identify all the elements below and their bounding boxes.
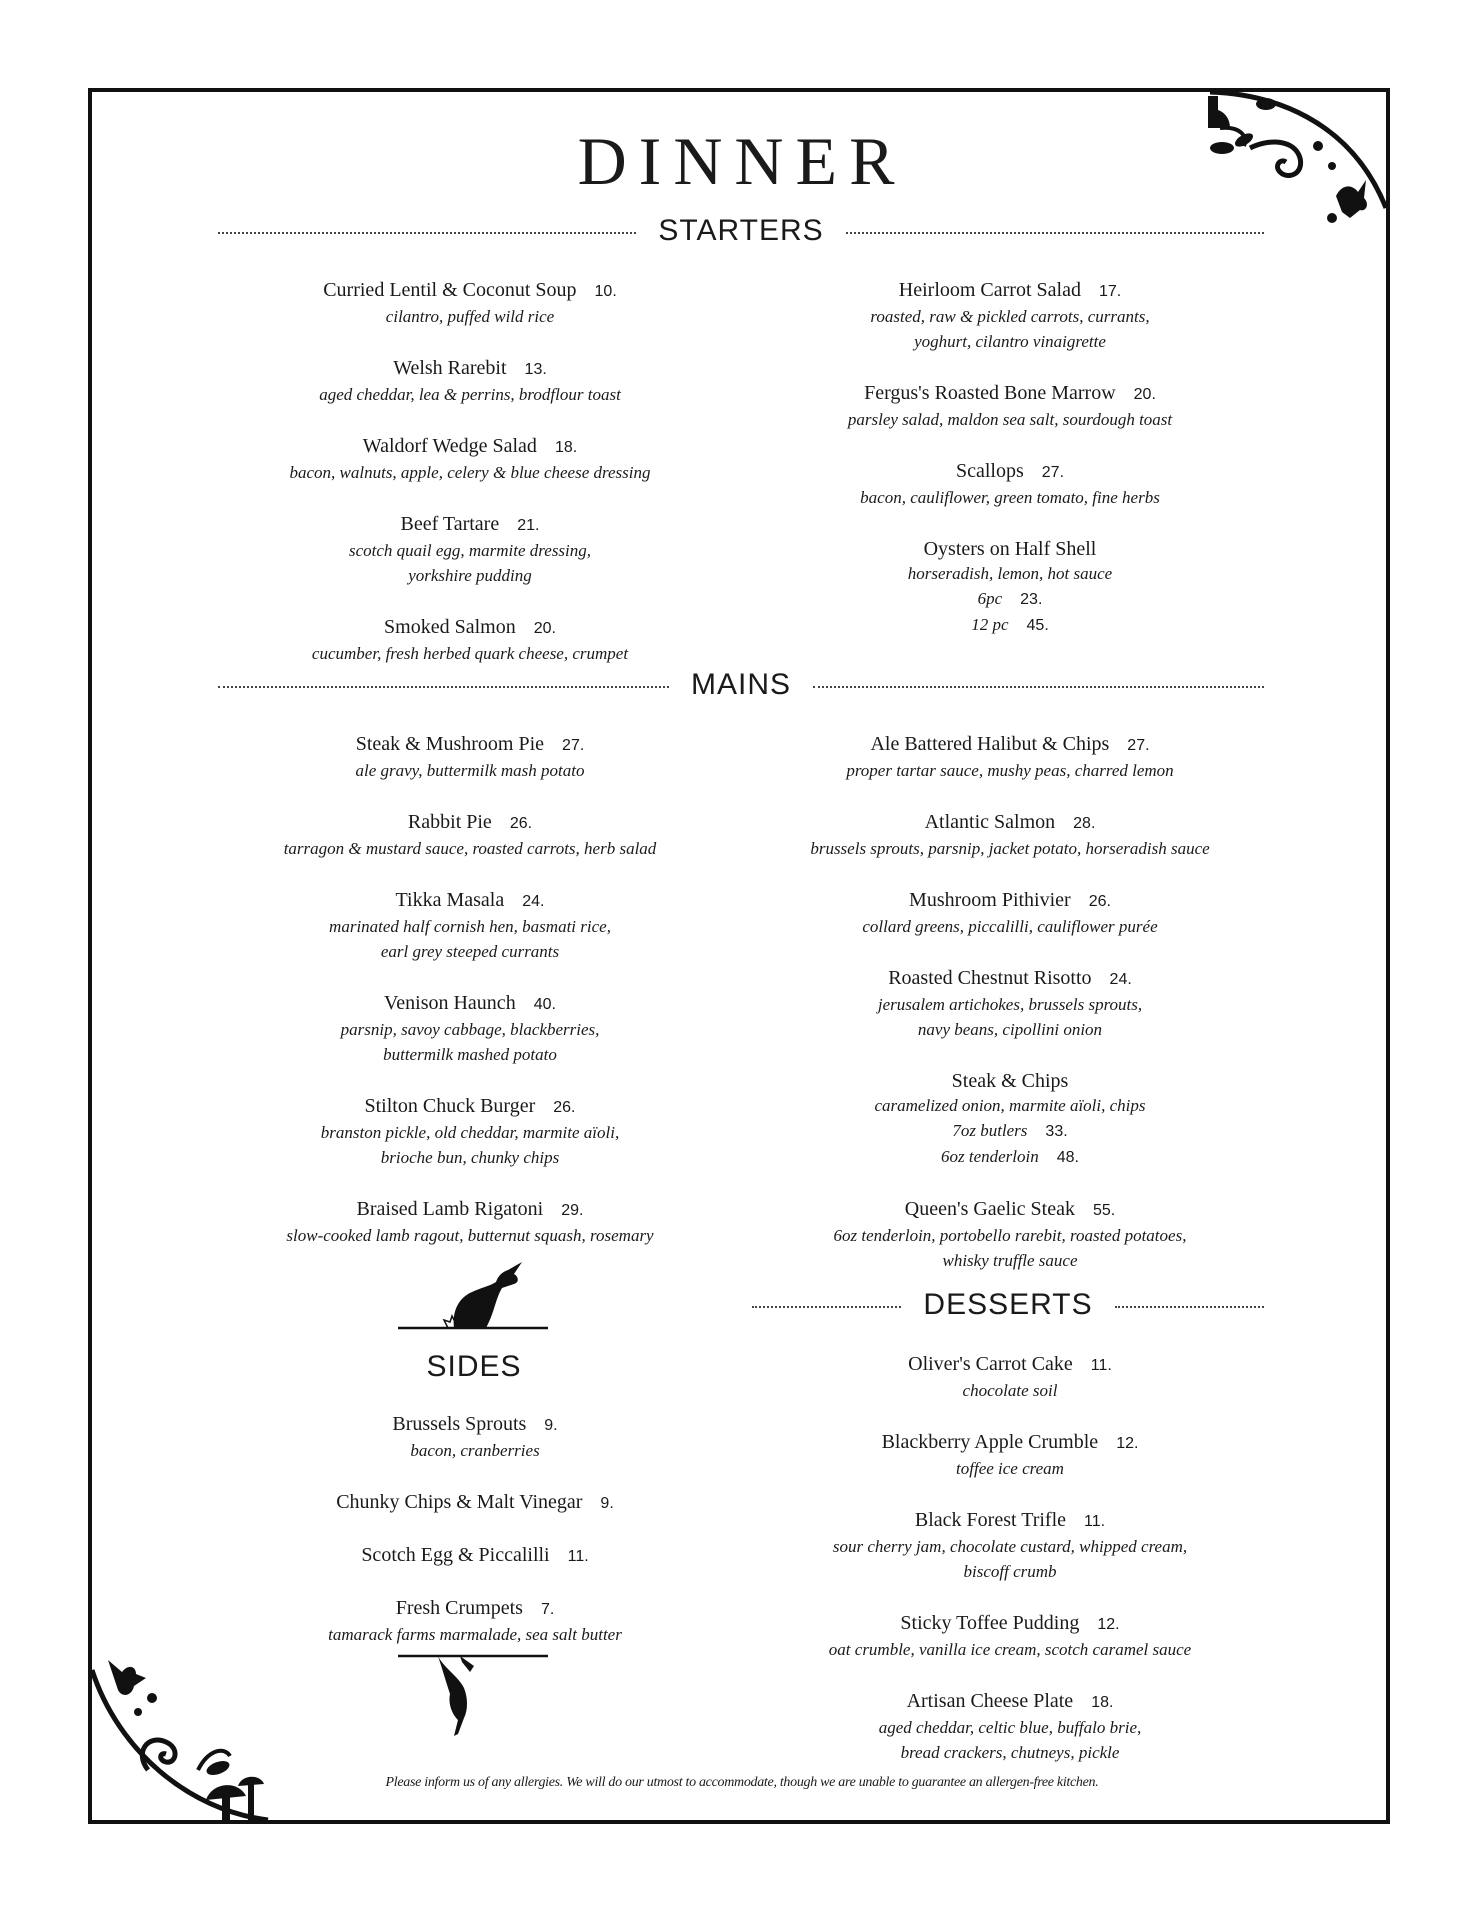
menu-item [760,810,1260,861]
menu-item-heading [220,434,720,460]
menu-item [220,1197,720,1248]
menu-item-price: 11. [1090,1357,1112,1374]
menu-item-price: 7. [540,1601,555,1618]
menu-item-price: 26. [1088,893,1111,910]
menu-item-description: collard greens, piccalilli, cauliflower purée [862,917,1158,936]
menu-item-price: 24. [522,893,545,910]
menu-item-description: branston pickle, old cheddar, marmite aïoli, [320,1123,620,1142]
menu-item-price: 10. [594,283,617,300]
desserts-heading [752,1288,1264,1322]
menu-item-description: brussels sprouts, parsnip, jacket potato, horseradish sauce [810,839,1210,858]
menu-item-name: Rabbit Pie [407,811,492,833]
option-price: 48. [1056,1149,1079,1166]
menu-item-description: whisky truffle sauce [942,1251,1078,1270]
menu-item-description: slow-cooked lamb ragout, butternut squash, rosemary [286,1226,654,1245]
menu-item-description: cilantro, puffed wild rice [385,307,555,326]
menu-item-description: proper tartar sauce, mushy peas, charred lemon [846,761,1174,780]
menu-item-price: 17. [1098,283,1122,300]
allergy-note: Please inform us of any allergies. We will do our utmost to accommodate, though we are unable to guarantee an allergen-free kitchen. [385,1775,1099,1790]
menu-item-heading [220,1094,720,1120]
menu-item-price: 18. [554,439,578,456]
menu-item-name: Artisan Cheese Plate [906,1690,1074,1712]
menu-item [760,1352,1260,1403]
menu-item-description: marinated half cornish hen, basmati rice, [329,917,611,936]
divider-dots [846,232,1264,234]
menu-item-option [760,1118,1260,1144]
menu-item-price: 11. [567,1548,589,1565]
menu-item-price: 28. [1073,815,1096,832]
menu-item [220,732,720,783]
menu-item-description: navy beans, cipollini onion [917,1020,1103,1039]
sides-column [240,1412,710,1674]
menu-item-description: scotch quail egg, marmite dressing, [348,541,592,560]
menu-item [760,1069,1260,1170]
menu-item-price: 27. [562,737,585,754]
menu-item [760,888,1260,939]
menu-item [220,278,720,329]
menu-item-heading [220,991,720,1017]
diving-hare-icon [398,1654,548,1738]
menu-item [220,810,720,861]
menu-item-name: Fresh Crumpets [395,1597,523,1619]
menu-item [760,1197,1260,1273]
menu-item-price: 20. [533,620,556,637]
menu-item-option [760,586,1260,612]
divider-dots [813,686,1264,688]
starters-left-column [220,278,720,693]
mains-heading [218,668,1264,702]
menu-item-heading [220,1197,720,1223]
leaping-hare-icon [398,1262,548,1332]
menu-item-heading [760,732,1260,758]
menu-item-heading [760,1508,1260,1534]
menu-item [760,1689,1260,1765]
menu-item [760,381,1260,432]
menu-item-name: Beef Tartare [400,513,500,535]
menu-item-heading [760,1352,1260,1378]
starters-label: STARTERS [658,214,824,247]
menu-item-price: 55. [1092,1202,1116,1219]
menu-item-name: Stilton Chuck Burger [364,1095,536,1117]
menu-item-name: Black Forest Trifle [914,1509,1067,1531]
menu-item-description: earl grey steeped currants [380,942,560,961]
mains-right-column [760,732,1260,1300]
divider-dots [752,1306,901,1308]
menu-item-name: Venison Haunch [384,992,516,1014]
menu-item-description: bacon, walnuts, apple, celery & blue cheese dressing [289,463,651,482]
option-price: 33. [1045,1123,1068,1140]
menu-item-description: aged cheddar, lea & perrins, brodflour toast [319,385,621,404]
page-title: DINNER [577,123,907,199]
menu-item-description: parsley salad, maldon sea salt, sourdough toast [847,410,1173,429]
menu-item-price: 29. [561,1202,584,1219]
menu-item-price: 9. [600,1495,614,1512]
menu-item-heading [220,888,720,914]
menu-item-description: roasted, raw & pickled carrots, currants, [870,307,1150,326]
menu-item [760,459,1260,510]
menu-item [240,1543,710,1569]
menu-item-name: Tikka Masala [395,889,505,911]
menu-item-name: Braised Lamb Rigatoni [356,1198,544,1220]
menu-item-description: oat crumble, vanilla ice cream, scotch caramel sauce [828,1640,1192,1659]
menu-item-heading [760,1430,1260,1456]
menu-item-heading [240,1596,710,1622]
menu-item-name: Chunky Chips & Malt Vinegar [336,1491,583,1513]
menu-item [220,512,720,588]
menu-item [760,278,1260,354]
menu-item-name: Queen's Gaelic Steak [904,1198,1075,1220]
menu-item-price: 21. [517,517,540,534]
menu-item-description: bread crackers, chutneys, pickle [900,1743,1120,1762]
menu-item-name: Scallops [955,460,1024,482]
option-label: 6oz tenderloin [941,1147,1039,1166]
option-price: 23. [1020,591,1043,608]
menu-item-price: 40. [533,996,556,1013]
menu-item-heading [760,1197,1260,1223]
menu-item-description: caramelized onion, marmite aïoli, chips [874,1096,1146,1115]
menu-item-name: Ale Battered Halibut & Chips [870,733,1110,755]
menu-item-heading [760,537,1260,561]
menu-item-name: Welsh Rarebit [393,357,507,379]
menu-item-description: horseradish, lemon, hot sauce [907,564,1113,583]
menu-item-description: jerusalem artichokes, brussels sprouts, [877,995,1143,1014]
menu-item-name: Waldorf Wedge Salad [362,435,537,457]
menu-item-name: Atlantic Salmon [924,811,1056,833]
menu-item-price: 27. [1127,737,1150,754]
menu-item-heading [220,278,720,304]
menu-item-description: chocolate soil [962,1381,1058,1400]
menu-item-price: 12. [1116,1435,1139,1452]
menu-item-name: Smoked Salmon [384,616,516,638]
menu-item-name: Oliver's Carrot Cake [908,1353,1073,1375]
option-price: 45. [1026,617,1049,634]
divider-dots [218,232,636,234]
menu-item-heading [220,615,720,641]
menu-item-description: buttermilk mashed potato [383,1045,557,1064]
menu-item-heading [220,356,720,382]
menu-item-heading [220,810,720,836]
menu-item-description: bacon, cauliflower, green tomato, fine herbs [860,488,1160,507]
starters-right-column [760,278,1260,665]
menu-item-price: 26. [509,815,533,832]
menu-item-price: 24. [1109,971,1132,988]
menu-item [220,991,720,1067]
menu-item [220,888,720,964]
menu-item-description: sour cherry jam, chocolate custard, whipped cream, [832,1537,1188,1556]
menu-item [760,966,1260,1042]
menu-item-heading [760,1069,1260,1093]
menu-item-name: Roasted Chestnut Risotto [888,967,1092,989]
menu-item-heading [240,1490,710,1516]
menu-item-price: 20. [1133,386,1156,403]
menu-item-price: 13. [524,361,547,378]
menu-item-name: Brussels Sprouts [392,1413,527,1435]
menu-item-price: 11. [1084,1513,1106,1530]
divider-dots [1115,1306,1264,1308]
menu-item-description: parsnip, savoy cabbage, blackberries, [340,1020,600,1039]
menu-item [760,1611,1260,1662]
menu-item-description: ale gravy, buttermilk mash potato [355,761,585,780]
option-label: 6pc [977,589,1003,608]
menu-item-name: Steak & Chips [951,1070,1069,1092]
menu-item [760,1508,1260,1584]
menu-item-name: Heirloom Carrot Salad [898,279,1081,301]
menu-item-price: 12. [1097,1616,1120,1633]
menu-item [220,1094,720,1170]
menu-item-description: yorkshire pudding [408,566,532,585]
menu-item [220,434,720,485]
menu-item-heading [240,1412,710,1438]
menu-item-description: toffee ice cream [956,1459,1064,1478]
starters-heading [218,214,1264,248]
menu-item-description: cucumber, fresh herbed quark cheese, crumpet [311,644,629,663]
menu-item-heading [760,810,1260,836]
menu-item-description: 6oz tenderloin, portobello rarebit, roasted potatoes, [833,1226,1187,1245]
menu-item-heading [240,1543,710,1569]
menu-item-price: 18. [1091,1694,1114,1711]
menu-item-description: biscoff crumb [963,1562,1057,1581]
menu-item [240,1490,710,1516]
divider-dots [218,686,669,688]
menu-item [760,537,1260,638]
menu-item [240,1596,710,1647]
menu-item-description: tamarack farms marmalade, sea salt butter [328,1625,622,1644]
sides-label: SIDES [426,1350,522,1383]
menu-item-heading [760,381,1260,407]
menu-item-heading [220,732,720,758]
menu-item-description: yoghurt, cilantro vinaigrette [914,332,1106,351]
option-label: 12 pc [971,615,1009,634]
menu-item-name: Sticky Toffee Pudding [900,1612,1080,1634]
menu-item [760,732,1260,783]
menu-item-heading [760,459,1260,485]
menu-item-description: aged cheddar, celtic blue, buffalo brie, [878,1718,1142,1737]
menu-item-heading [760,888,1260,914]
menu-item-option [760,1144,1260,1170]
menu-item-heading [760,1611,1260,1637]
menu-item-price: 26. [553,1099,576,1116]
menu-item-option [760,612,1260,638]
option-label: 7oz butlers [952,1121,1028,1140]
mains-label: MAINS [691,668,792,701]
menu-item-name: Mushroom Pithivier [909,889,1071,911]
menu-item-heading [760,1689,1260,1715]
menu-item-heading [760,278,1260,304]
menu-item-description: tarragon & mustard sauce, roasted carrots, herb salad [283,839,657,858]
menu-item-name: Curried Lentil & Coconut Soup [323,279,577,301]
menu-item-name: Scotch Egg & Piccalilli [361,1544,550,1566]
corner-ornament-bottom-left-icon [88,1650,278,1824]
menu-item-heading [220,512,720,538]
menu-item-name: Blackberry Apple Crumble [881,1431,1099,1453]
menu-item [760,1430,1260,1481]
menu-item-description: brioche bun, chunky chips [380,1148,560,1167]
menu-item [220,615,720,666]
menu-item [240,1412,710,1463]
menu-item-heading [760,966,1260,992]
menu-item-description: bacon, cranberries [410,1441,540,1460]
menu-item-name: Oysters on Half Shell [923,538,1097,560]
desserts-label: DESSERTS [923,1288,1093,1321]
menu-item [220,356,720,407]
desserts-column [760,1352,1260,1792]
menu-item-name: Steak & Mushroom Pie [355,733,545,755]
menu-item-name: Fergus's Roasted Bone Marrow [864,382,1116,404]
menu-item-price: 27. [1041,464,1065,481]
mains-left-column [220,732,720,1275]
menu-item-price: 9. [544,1417,558,1434]
